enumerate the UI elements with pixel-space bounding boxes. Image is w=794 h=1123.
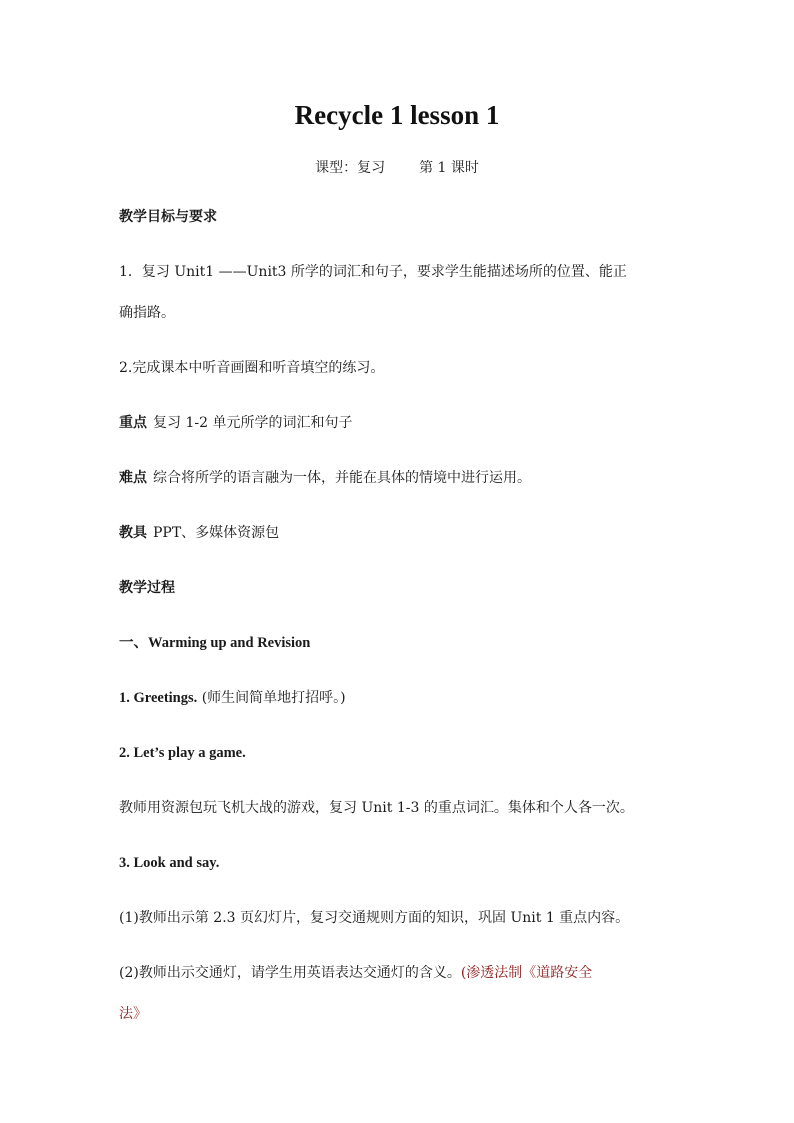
goal-1-line-1: 1．复习 Unit1 ——Unit3 所学的词汇和句子，要求学生能描述场所的位置、能正 (119, 264, 627, 280)
teaching-tools (119, 523, 679, 543)
step-3-item-2-note-line-2: 法》 (119, 1006, 147, 1022)
goals-heading: 教学目标与要求 (119, 209, 217, 225)
key-point-label: 重点 (119, 415, 147, 431)
page-title: Recycle 1 lesson 1 (294, 100, 500, 130)
process-heading: 教学过程 (119, 580, 175, 596)
step-3-item-1: (1)教师出示第 2.3 页幻灯片，复习交通规则方面的知识，巩固 Unit 1 重点内容。 (119, 910, 630, 926)
tools-label: 教具 (119, 525, 147, 541)
step-3-item-2-note: (渗透法制《道路安全 (460, 965, 593, 981)
difficulty-label: 难点 (119, 470, 147, 486)
difficulty-point (119, 468, 679, 488)
goal-2: 2.完成课本中听音画圈和听音填空的练习。 (119, 360, 385, 376)
step-3-item-2-text: (2)教师出示交通灯，请学生用英语表达交通灯的含义。 (119, 965, 461, 981)
lesson-period: 第 1 课时 (419, 160, 479, 176)
step-3-item-2 (119, 963, 679, 983)
step-1-title: 1. Greetings. (119, 690, 198, 706)
step-3-title: 3. Look and say. (119, 855, 220, 871)
lesson-subtitle (0, 157, 794, 177)
tools-text: PPT、多媒体资源包 (153, 525, 280, 541)
step-1-text: (师生间简单地打招呼。) (197, 690, 346, 706)
step-2-title: 2. Let’s play a game. (119, 745, 246, 761)
step-1 (119, 688, 679, 708)
difficulty-text: 综合将所学的语言融为一体，并能在具体的情境中进行运用。 (153, 470, 531, 486)
key-point-text: 复习 1-2 单元所学的词汇和句子 (153, 415, 353, 431)
part-1-heading: 一、Warming up and Revision (119, 635, 311, 651)
goal-1-line-2: 确指路。 (119, 305, 175, 321)
lesson-type: 课型：复习 (315, 160, 386, 176)
key-point (119, 413, 679, 433)
step-2-text: 教师用资源包玩飞机大战的游戏，复习 Unit 1-3 的重点词汇。集体和个人各一次。 (119, 800, 634, 816)
